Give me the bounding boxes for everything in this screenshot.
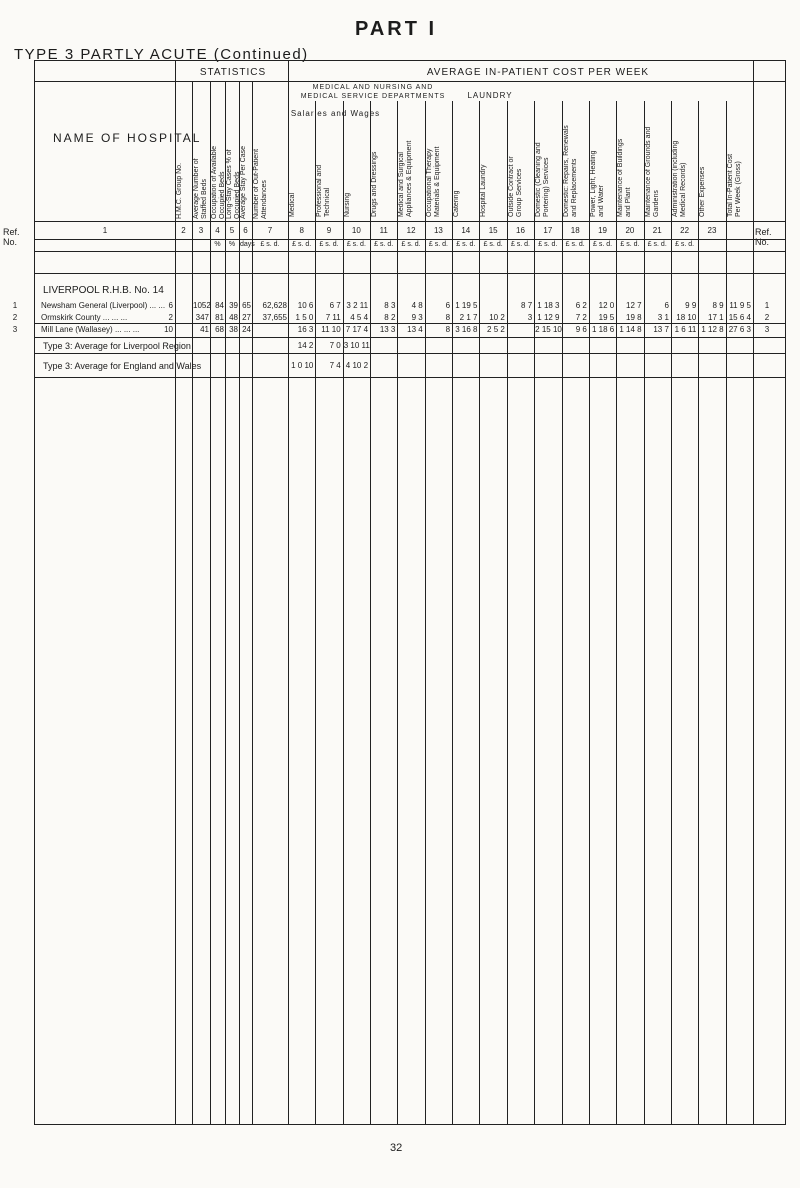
- cost-value: 10 6: [297, 301, 314, 310]
- column-rule: [698, 101, 699, 1124]
- row-ref-right: 3: [764, 325, 770, 334]
- row-rule: [35, 377, 785, 378]
- column-rule: [726, 101, 727, 1124]
- cost-value: 1 6 11: [674, 325, 697, 334]
- column-header: Total In-Patient Cost Per Week (Gross): [726, 153, 742, 217]
- average-label: Type 3: Average for England and Wales: [43, 361, 202, 371]
- column-number: 17: [543, 226, 553, 235]
- average-value: 1 0 10: [291, 361, 314, 370]
- stat-value: 62,628: [262, 301, 287, 310]
- unit-label: %: [228, 241, 236, 248]
- cost-value: 8: [445, 325, 451, 334]
- column-number: 7: [267, 226, 273, 235]
- stat-value: 27: [242, 313, 251, 322]
- unit-label: £ s. d.: [319, 241, 339, 248]
- cost-value: 1 18 6: [591, 325, 615, 334]
- row-ref-right: 2: [764, 313, 770, 322]
- row-ref: 1: [12, 301, 18, 310]
- column-header: Nursing: [343, 192, 351, 217]
- column-header: Medical: [289, 192, 296, 217]
- cost-table: [3, 60, 786, 1125]
- cost-value: 6: [664, 301, 669, 310]
- stat-value: 37,655: [262, 313, 287, 322]
- page-title: TYPE 3 PARTLY ACUTE (Continued): [14, 46, 309, 63]
- cost-value: 13 3: [379, 325, 396, 334]
- average-label: Type 3: Average for Liverpool Region: [43, 341, 191, 351]
- column-number: 10: [351, 226, 361, 235]
- salaries-header: Salaries and Wages: [290, 109, 381, 118]
- column-rule: [370, 101, 371, 1124]
- column-rule: [562, 101, 563, 1124]
- unit-label: £ s. d.: [456, 241, 476, 248]
- column-number: 21: [652, 226, 662, 235]
- row-rule: [35, 251, 785, 252]
- hospital-name: Ormskirk County ... ... ...: [41, 313, 128, 322]
- column-header: Number of Out-Patient Attendances: [253, 148, 268, 219]
- cost-value: 19 5: [598, 313, 615, 322]
- stat-value: 39: [229, 301, 238, 310]
- unit-label: £ s. d.: [483, 241, 503, 248]
- column-rule: [479, 101, 480, 1124]
- column-number: 4: [215, 226, 220, 235]
- cost-value: 4 8: [411, 301, 423, 310]
- column-number: 19: [598, 226, 607, 235]
- column-rule: [397, 101, 398, 1124]
- cost-value: 4 5 4: [350, 313, 369, 322]
- row-rule: [35, 221, 785, 222]
- column-number: 9: [326, 226, 332, 235]
- cost-value: 9 6: [575, 325, 587, 334]
- cost-value: 2 5 2: [487, 325, 505, 334]
- laundry-header: LAUNDRY: [467, 91, 513, 100]
- cost-value: 1 5 0: [295, 313, 314, 322]
- unit-label: £ s. d.: [538, 241, 558, 248]
- column-header: Maintenance of Grounds and Gardens: [644, 126, 660, 217]
- group-number: 10: [164, 325, 173, 334]
- column-header: H.M.C. Group No.: [176, 162, 183, 219]
- average-value: 3 10 11: [343, 341, 370, 350]
- stat-value: 38: [229, 325, 238, 334]
- average-value: 4 10 2: [345, 361, 369, 370]
- ref-header: Ref. No.: [3, 227, 20, 247]
- column-number: 2: [181, 226, 186, 235]
- cost-value: 1 18 3: [537, 301, 560, 310]
- column-header: Domestic (Cleaning and Portering) Services: [535, 142, 551, 217]
- cost-value: 2 1 7: [459, 313, 478, 322]
- column-header: Long-Stay Cases % of Occupied Beds: [226, 149, 241, 219]
- cost-value: 7 11: [325, 313, 341, 322]
- stat-value: 68: [215, 325, 224, 334]
- column-number: 18: [570, 226, 580, 235]
- row-rule: [35, 239, 785, 240]
- column-number: 5: [229, 226, 235, 235]
- column-number: 13: [433, 226, 443, 235]
- cost-value: 15 6 4: [728, 313, 751, 322]
- row-ref: 3: [12, 325, 18, 334]
- column-rule: [225, 81, 226, 1124]
- cost-value: 18 10: [676, 313, 697, 322]
- cost-value: 13 4: [407, 325, 423, 334]
- column-rule: [534, 101, 535, 1124]
- row-rule: [35, 81, 785, 82]
- unit-label: £ s. d.: [620, 241, 640, 248]
- unit-label: £ s. d.: [292, 241, 312, 248]
- row-rule: [35, 323, 785, 324]
- cost-value: 3: [527, 313, 533, 322]
- column-number: 14: [461, 226, 471, 235]
- column-rule: [644, 101, 645, 1124]
- cost-value: 17 1: [708, 313, 724, 322]
- average-value: 14 2: [297, 341, 314, 350]
- cost-value: 1 12 9: [537, 313, 560, 322]
- column-header: Hospital Laundry: [480, 164, 488, 217]
- column-header: Professional and Technical: [316, 164, 332, 217]
- column-header: Occupation of Available Occupied Beds: [211, 145, 226, 219]
- column-rule: [507, 101, 508, 1124]
- page-number: 32: [390, 1142, 403, 1154]
- unit-label: £ s. d.: [647, 241, 667, 248]
- unit-label: £ s. d.: [374, 241, 394, 248]
- stat-value: 65: [242, 301, 251, 310]
- group-number: 2: [168, 313, 173, 322]
- cost-value: 7 2: [575, 313, 587, 322]
- average-value: 7 0: [329, 341, 341, 350]
- row-rule: [35, 337, 785, 338]
- column-header: Drugs and Dressings: [371, 151, 379, 217]
- average-value: 7 4: [329, 361, 341, 370]
- cost-value: 6: [445, 301, 451, 310]
- cost-value: 8 7: [521, 301, 533, 310]
- column-rule: [210, 81, 211, 1124]
- cost-value: 1 14 8: [619, 325, 642, 334]
- column-number: 1: [102, 226, 108, 235]
- stat-value: 347: [195, 313, 209, 322]
- row-rule: [35, 353, 785, 354]
- cost-value: 8: [445, 313, 451, 322]
- stat-value: 81: [215, 313, 224, 322]
- stat-value: 41: [200, 325, 209, 334]
- cost-value: 8 3: [384, 301, 396, 310]
- statistics-header: STATISTICS: [199, 67, 267, 78]
- cost-value: 9 9: [685, 301, 697, 310]
- column-number: 6: [243, 226, 248, 235]
- unit-label: £ s. d.: [401, 241, 421, 248]
- cost-value: 1 12 8: [701, 325, 724, 334]
- average-cost-header: AVERAGE IN-PATIENT COST PER WEEK: [426, 67, 650, 78]
- ref-header-right: Ref. No.: [755, 227, 772, 247]
- column-number: 23: [707, 226, 717, 235]
- stat-value: 24: [242, 325, 251, 334]
- unit-label: £ s. d.: [510, 241, 531, 248]
- part-label: PART I: [355, 18, 438, 40]
- column-rule: [252, 81, 253, 1124]
- column-header: Average Number of Staffed Beds: [193, 158, 208, 219]
- column-header: Average Stay Per Case: [240, 145, 247, 219]
- cost-value: 12 7: [626, 301, 642, 310]
- column-rule: [192, 81, 193, 1124]
- column-header: Other Expenses: [699, 166, 707, 217]
- unit-label: £ s. d.: [346, 241, 366, 248]
- cost-value: 8 2: [384, 313, 396, 322]
- column-header: Domestic: Repairs, Renewals and Replacements: [562, 125, 578, 217]
- column-rule: [616, 101, 617, 1124]
- cost-value: 27 6 3: [728, 325, 751, 334]
- unit-label: £ s. d.: [565, 241, 585, 248]
- stat-value: 48: [229, 313, 238, 322]
- column-rule: [589, 101, 590, 1124]
- column-rule: [343, 101, 344, 1124]
- column-header: Medical and Surgical Appliances & Equipment: [398, 140, 414, 217]
- stat-value: 1052: [193, 301, 211, 310]
- column-number: 8: [299, 226, 304, 235]
- cost-value: 19 8: [626, 313, 642, 322]
- cost-value: 1 19 5: [455, 301, 478, 310]
- column-header: Catering: [453, 190, 461, 217]
- cost-value: 13 7: [653, 325, 669, 334]
- column-number: 12: [406, 226, 416, 235]
- column-number: 20: [625, 226, 635, 235]
- group-number: 6: [168, 301, 173, 310]
- column-rule: [425, 101, 426, 1124]
- column-rule: [671, 101, 672, 1124]
- cost-value: 3 16 8: [455, 325, 478, 334]
- column-rule: [315, 101, 316, 1124]
- column-header: Occupational Therapy Materials & Equipment: [425, 146, 441, 217]
- cost-value: 6 2: [575, 301, 587, 310]
- unit-label: days: [240, 241, 255, 248]
- column-header: Administration (including Medical Records): [671, 140, 687, 217]
- cost-value: 3 1: [657, 313, 669, 322]
- column-rule: [452, 101, 453, 1124]
- row-rule: [35, 273, 785, 274]
- cost-value: 12 0: [598, 301, 615, 310]
- column-header: Outside Contract or Group Services: [507, 156, 523, 217]
- column-number: 16: [516, 226, 525, 235]
- column-number: 22: [680, 226, 690, 235]
- unit-label: £ s. d.: [593, 241, 613, 248]
- cost-value: 7 17 4: [345, 325, 369, 334]
- cost-value: 11 9 5: [729, 301, 751, 310]
- cost-value: 2 15 10: [535, 325, 562, 334]
- cost-value: 3 2 11: [346, 301, 369, 310]
- unit-label: £ s. d.: [428, 241, 448, 248]
- unit-label: %: [214, 241, 221, 248]
- cost-value: 16 3: [297, 325, 314, 334]
- unit-label: £ s. d.: [675, 241, 695, 248]
- cost-value: 10 2: [489, 313, 505, 322]
- cost-value: 9 3: [411, 313, 423, 322]
- row-ref: 2: [12, 313, 18, 322]
- column-number: 3: [198, 226, 204, 235]
- cost-value: 6 7: [329, 301, 341, 310]
- hospital-name-header: NAME OF HOSPITAL: [53, 131, 202, 145]
- stat-value: 84: [215, 301, 224, 310]
- hospital-name: Mill Lane (Wallasey) ... ... ...: [41, 325, 140, 334]
- hospital-name: Newsham General (Liverpool) ... ...: [41, 301, 166, 310]
- column-number: 15: [488, 226, 498, 235]
- column-header: Power, Light, Heating and Water: [589, 150, 605, 217]
- cost-value: 8 9: [712, 301, 724, 310]
- medical-dept-header: MEDICAL AND NURSING AND MEDICAL SERVICE DEPARTMENTS: [300, 84, 446, 100]
- cost-value: 11 10: [321, 325, 341, 334]
- row-ref-right: 1: [764, 301, 770, 310]
- unit-label: £ s. d.: [260, 241, 280, 248]
- column-header: Maintenance of Buildings and Plant: [617, 138, 633, 217]
- column-rule: [239, 81, 240, 1124]
- region-heading: LIVERPOOL R.H.B. No. 14: [43, 285, 164, 296]
- column-number: 11: [379, 226, 388, 235]
